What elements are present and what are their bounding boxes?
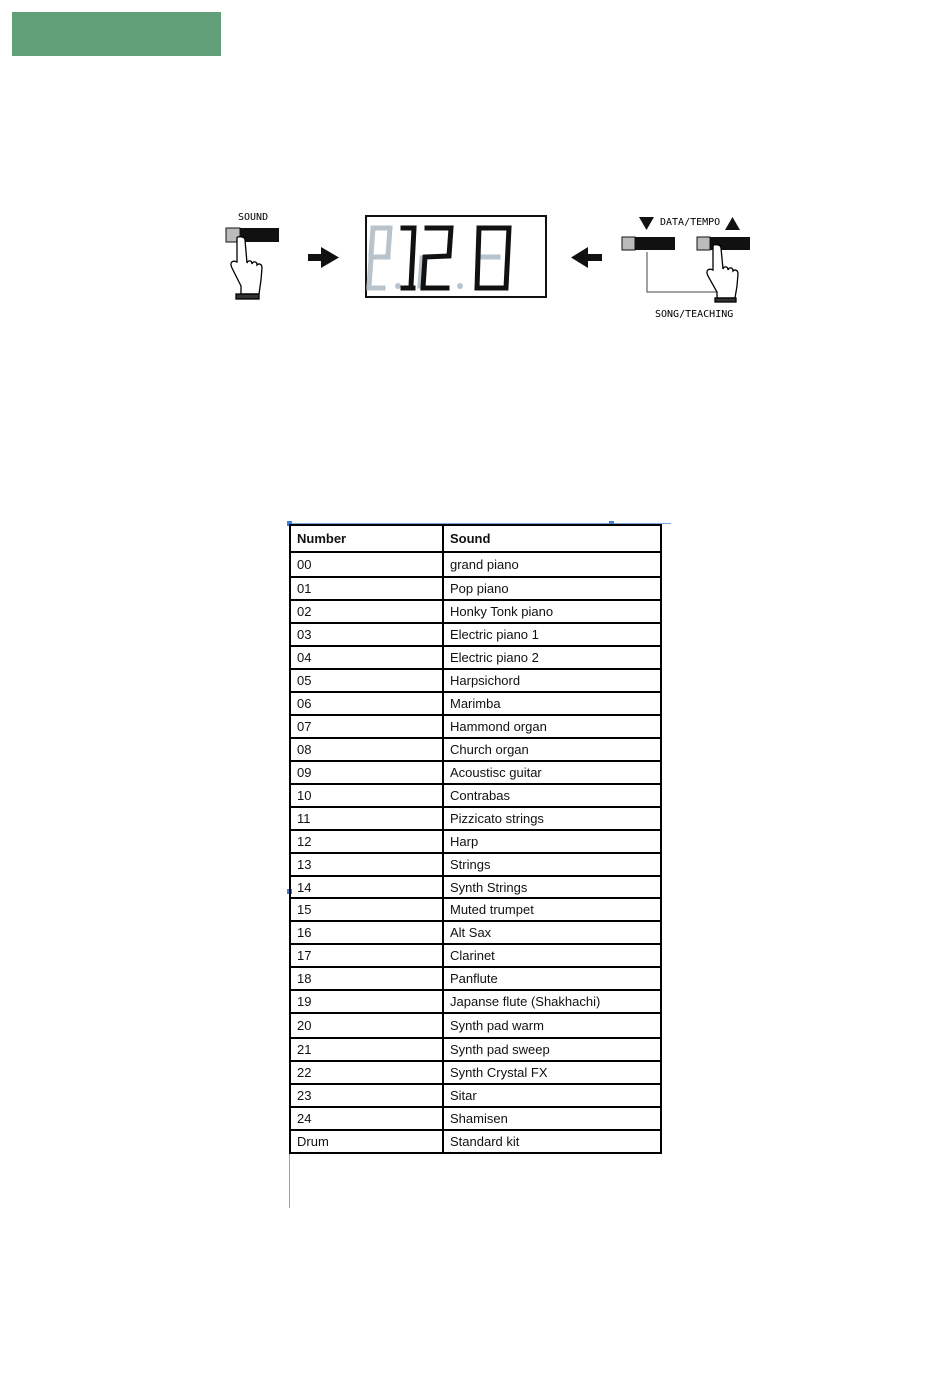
table-row [290,853,661,876]
table-row [290,944,661,967]
table-row [290,1084,661,1107]
triangle-down-icon [639,217,654,230]
cell-sound: Alt Sax [443,921,661,944]
cell-sound: Contrabas [443,784,661,807]
cell-number: 05 [290,669,443,692]
cell-number: 20 [290,1013,443,1038]
song-teaching-label: SONG/TEACHING [655,309,734,320]
table-row [290,552,661,577]
cell-number: 24 [290,1107,443,1130]
cell-number: 13 [290,853,443,876]
cell-sound: Pizzicato strings [443,807,661,830]
cell-sound: Pop piano [443,577,661,600]
cell-sound: Church organ [443,738,661,761]
cell-sound: Harp [443,830,661,853]
cell-sound: Muted trumpet [443,898,661,921]
table-row [290,715,661,738]
cell-number: 19 [290,990,443,1013]
finger-press-icon [707,245,738,302]
table-row [290,990,661,1013]
cell-number: 10 [290,784,443,807]
table-header-row [290,525,661,552]
table-row [290,761,661,784]
cell-sound: grand piano [443,552,661,577]
cell-sound: Acoustisc guitar [443,761,661,784]
cell-number: 23 [290,1084,443,1107]
table-row [290,738,661,761]
table-row [290,623,661,646]
table-row [290,646,661,669]
sound-table-container [289,524,662,1154]
cell-sound: Hammond organ [443,715,661,738]
cell-sound: Harpsichord [443,669,661,692]
cell-sound: Electric piano 1 [443,623,661,646]
cell-sound: Clarinet [443,944,661,967]
triangle-up-icon [725,217,740,230]
table-row [290,692,661,715]
sound-table [289,524,662,1154]
table-row [290,577,661,600]
table-body [290,552,661,1153]
finger-press-icon [231,237,262,299]
cell-number: 21 [290,1038,443,1061]
cell-sound: Japanse flute (Shakhachi) [443,990,661,1013]
cell-sound: Synth pad sweep [443,1038,661,1061]
data-tempo-label: DATA/TEMPO [660,217,721,228]
cell-number: 00 [290,552,443,577]
cell-sound: Panflute [443,967,661,990]
cell-sound: Synth Crystal FX [443,1061,661,1084]
cell-number: 11 [290,807,443,830]
arrow-right-icon [308,247,339,268]
cell-number: 03 [290,623,443,646]
table-row [290,1061,661,1084]
cell-number: 06 [290,692,443,715]
table-row [290,600,661,623]
cell-sound: Sitar [443,1084,661,1107]
cell-number: 15 [290,898,443,921]
cell-number: 12 [290,830,443,853]
table-row [290,967,661,990]
header-banner [12,12,221,56]
cell-number: 04 [290,646,443,669]
cell-sound: Standard kit [443,1130,661,1153]
cell-number: 22 [290,1061,443,1084]
cell-number: 02 [290,600,443,623]
cell-number: Drum [290,1130,443,1153]
led-display [366,216,546,297]
table-row [290,1107,661,1130]
cell-number: 14 [290,876,443,898]
data-up-button-graphic [697,237,750,250]
cell-sound: Electric piano 2 [443,646,661,669]
column-header-sound: Sound [443,525,661,552]
table-row [290,1038,661,1061]
cell-number: 09 [290,761,443,784]
sound-selection-diagram [215,200,760,330]
table-row [290,898,661,921]
sound-button-graphic [226,228,279,242]
arrow-left-icon [571,247,602,268]
column-header-number: Number [290,525,443,552]
cell-number: 16 [290,921,443,944]
cell-number: 07 [290,715,443,738]
cell-number: 01 [290,577,443,600]
cell-number: 08 [290,738,443,761]
table-row [290,921,661,944]
cell-number: 18 [290,967,443,990]
cell-number: 17 [290,944,443,967]
table-row [290,830,661,853]
cell-sound: Strings [443,853,661,876]
cell-sound: Synth pad warm [443,1013,661,1038]
table-row [290,784,661,807]
table-row [290,1130,661,1153]
table-row [290,669,661,692]
cell-sound: Shamisen [443,1107,661,1130]
table-row [290,1013,661,1038]
data-down-button-graphic [622,237,675,250]
cell-sound: Honky Tonk piano [443,600,661,623]
sound-label: SOUND [238,212,269,223]
cell-sound: Marimba [443,692,661,715]
table-row [290,807,661,830]
cell-sound: Synth Strings [443,876,661,898]
table-row [290,876,661,898]
